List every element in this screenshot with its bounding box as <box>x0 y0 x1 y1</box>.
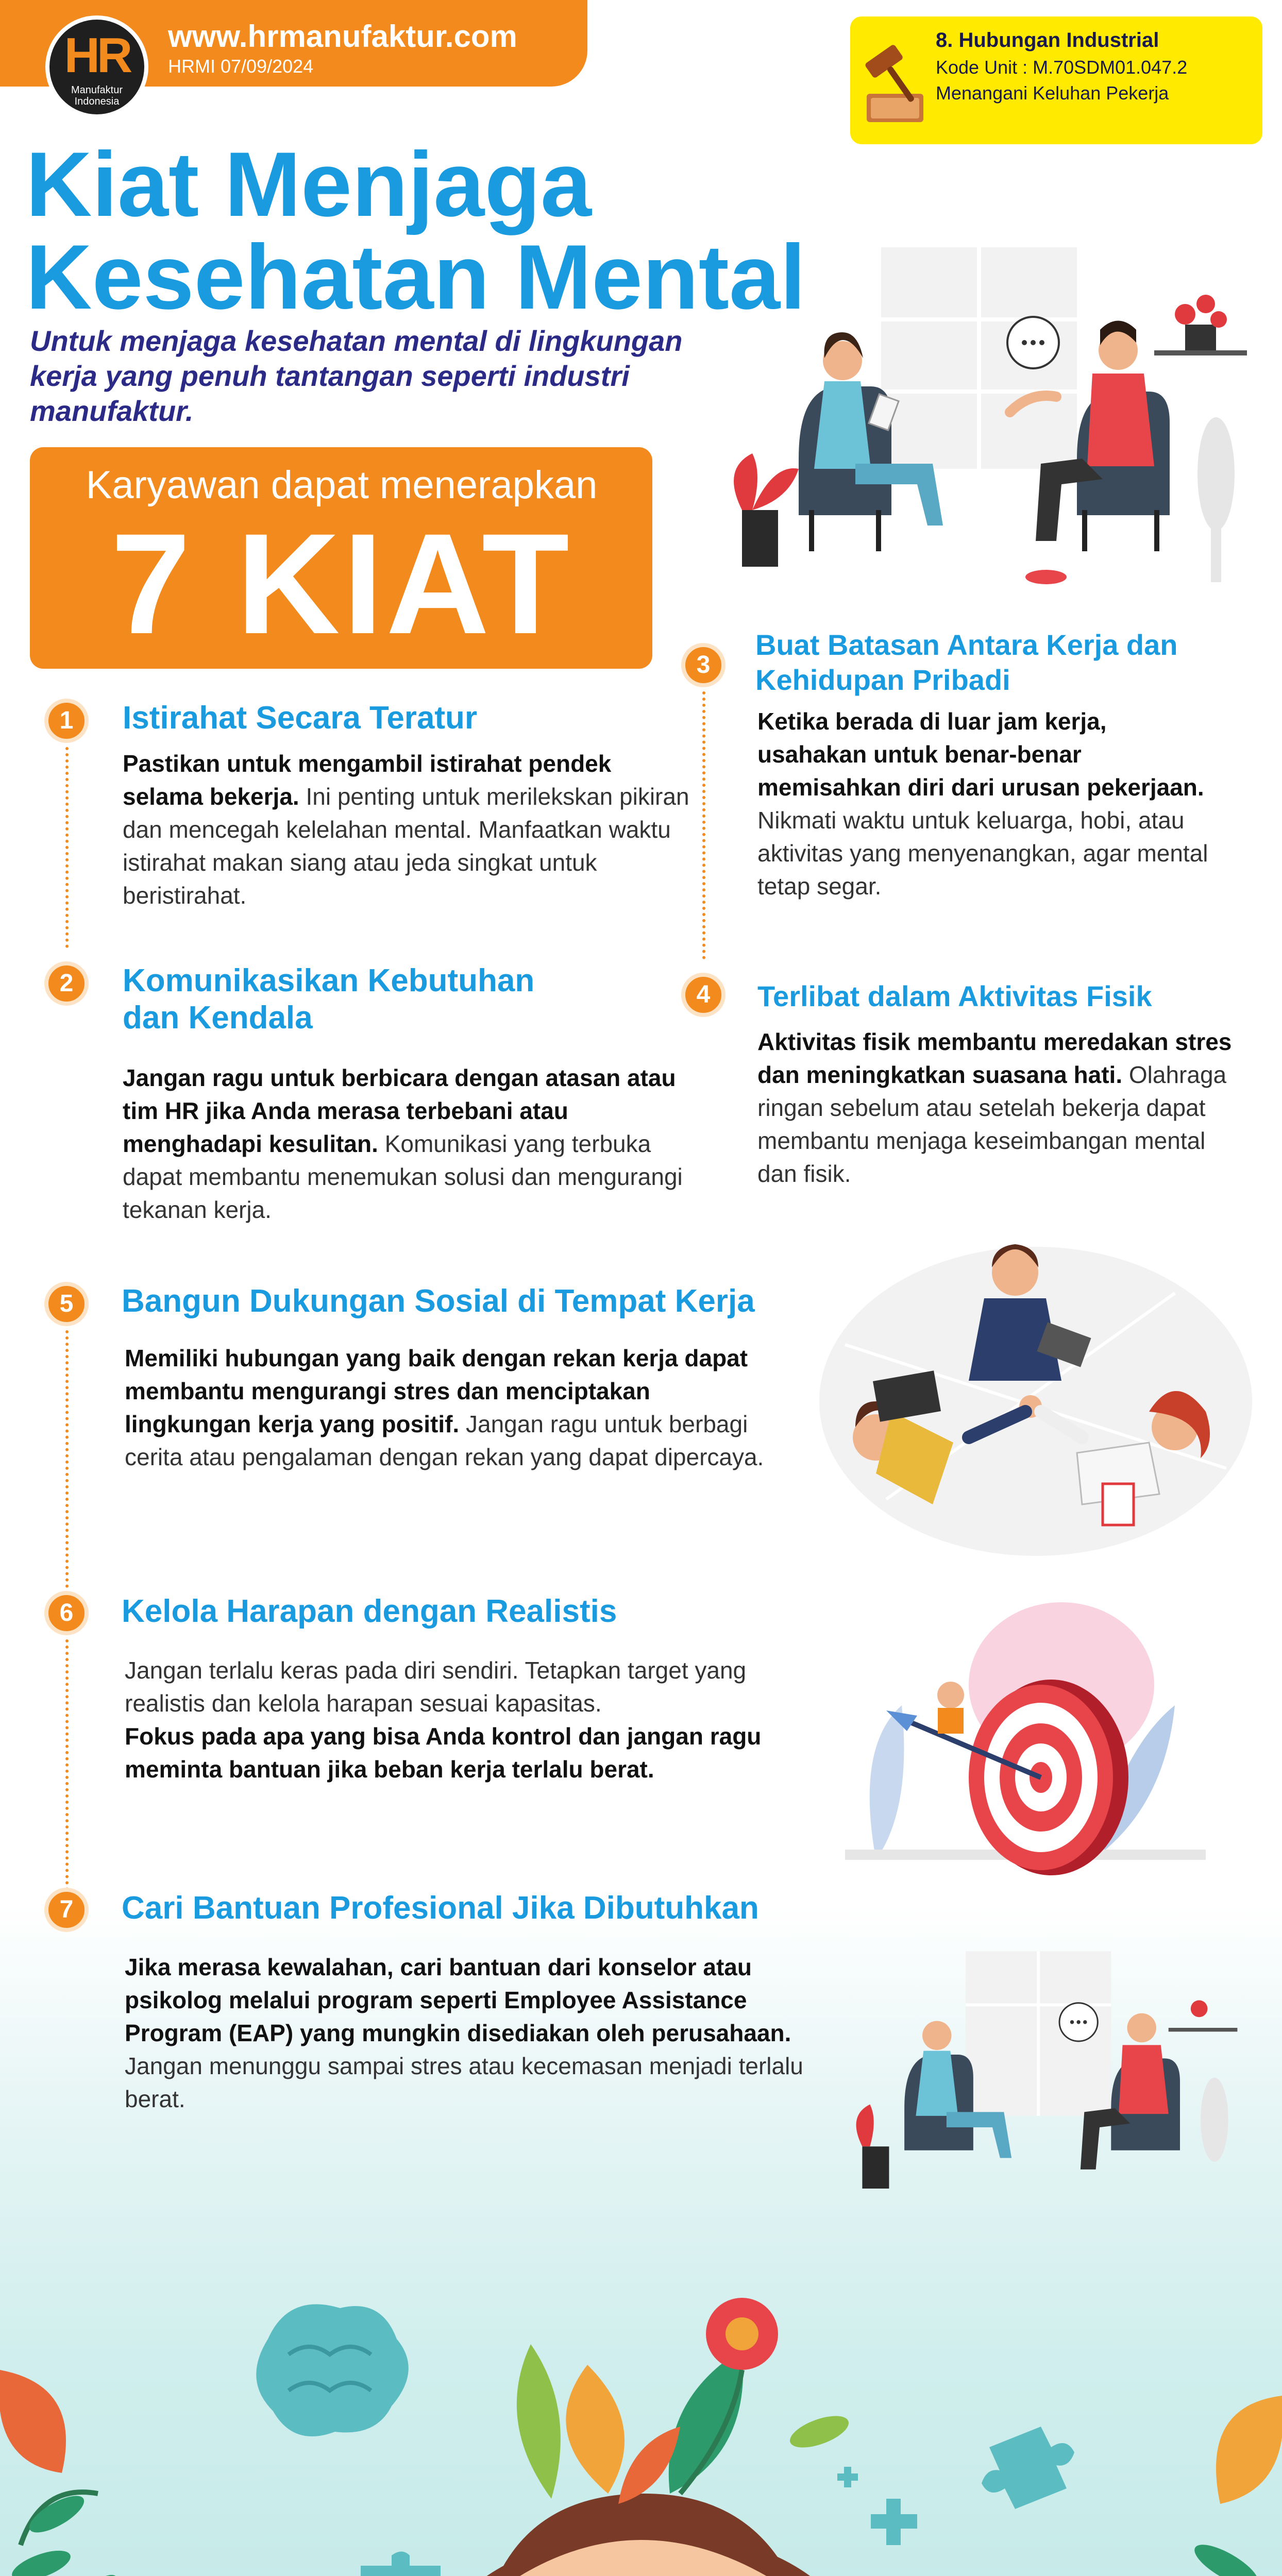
tip-connector <box>702 691 705 959</box>
tip-title-5: Bangun Dukungan Sosial di Tempat Kerja <box>122 1283 755 1319</box>
target-illustration <box>845 1592 1206 1891</box>
tip-number-4: 4 <box>681 973 726 1017</box>
tip-body-7-text: Jangan menunggu sampai stres atau kecemasan menjadi terlalu berat. <box>125 2053 803 2112</box>
logo-mark: HR <box>64 28 130 83</box>
tip-title-1: Istirahat Secara Teratur <box>123 700 478 736</box>
tip-title-3: Buat Batasan Antara Kerja dan Kehidupan Pribadi <box>755 629 1178 696</box>
tip-body-5-bold: Memiliki hubungan yang baik dengan rekan kerja dapat membantu mengurangi stres dan menciptakan lingkungan kerja yang positif. <box>125 1345 748 1437</box>
tip-number-6: 6 <box>44 1591 89 1635</box>
website-url[interactable]: www.hrmanufaktur.com <box>168 19 517 54</box>
tip-body-6-bold: Fokus pada apa yang bisa Anda kontrol dan jangan ragu meminta bantuan jika beban kerja terlalu berat. <box>125 1723 762 1783</box>
title-line-2: Kesehatan Mental <box>26 226 806 328</box>
tip-connector <box>65 747 69 948</box>
counseling-illustration-small <box>845 1947 1247 2215</box>
tip-title-7: Cari Bantuan Profesional Jika Dibutuhkan <box>122 1890 759 1926</box>
tip-body-4 <box>757 1025 1247 1190</box>
tip-body-4-bold: Aktivitas fisik membantu meredakan stres dan meningkatkan suasana hati. <box>757 1028 1232 1088</box>
tip-body-4-text: Olahraga ringan sebelum atau setelah bekerja dapat membantu menjaga keseimbangan mental dan fisik. <box>757 1061 1227 1187</box>
tip-body-3 <box>757 705 1211 903</box>
tip-body-3-text: Nikmati waktu untuk keluarga, hobi, atau aktivitas yang menyenangkan, agar mental tetap segar. <box>757 807 1208 900</box>
unit-description: Menangani Keluhan Pekerja <box>936 82 1169 104</box>
tip-number-5: 5 <box>44 1282 89 1326</box>
tip-number-7: 7 <box>44 1888 89 1932</box>
logo-subtitle: Manufaktur Indonesia <box>71 84 123 107</box>
publish-date: HRMI 07/09/2024 <box>168 56 314 77</box>
tip-body-2 <box>123 1061 695 1226</box>
unit-badge <box>850 16 1262 144</box>
tip-body-7-bold: Jika merasa kewalahan, cari bantuan dari konselor atau psikolog melalui program seperti Employee Assistance Program (EAP) yang mungkin disediakan oleh perusahaan. <box>125 1954 791 2046</box>
kiat-banner-subtitle: Karyawan dapat menerapkan <box>86 463 598 507</box>
tip-body-6 <box>125 1654 795 1786</box>
counseling-illustration <box>721 242 1257 603</box>
title-line-1: Kiat Menjaga <box>26 133 592 235</box>
tip-connector <box>65 1639 69 1897</box>
kiat-banner <box>30 447 652 669</box>
tip-body-2-text: Komunikasi yang terbuka dapat membantu menemukan solusi dan mengurangi tekanan kerja. <box>123 1130 683 1223</box>
calm-mind-illustration <box>0 2277 1282 2576</box>
unit-title: 8. Hubungan Industrial <box>936 29 1159 52</box>
tip-number-1: 1 <box>44 699 89 743</box>
tip-connector <box>65 1330 69 1588</box>
tip-body-2-bold: Jangan ragu untuk berbicara dengan atasan atau tim HR jika Anda merasa terbebani atau menghadapi kesulitan. <box>123 1064 676 1157</box>
tip-body-7 <box>125 1951 820 2115</box>
tip-body-5-text: Jangan ragu untuk berbagi cerita atau pengalaman dengan rekan yang dapat dipercaya. <box>125 1411 764 1470</box>
unit-code: Kode Unit : M.70SDM01.047.2 <box>936 57 1188 78</box>
logo <box>45 15 148 118</box>
tip-body-1 <box>123 747 695 912</box>
tip-body-1-bold: Pastikan untuk mengambil istirahat pendek selama bekerja. <box>123 750 612 810</box>
kiat-banner-count: 7 KIAT <box>111 503 572 664</box>
tip-number-3: 3 <box>681 643 726 687</box>
tip-body-6-lead: Jangan terlalu keras pada diri sendiri. Tetapkan target yang realistis dan kelola harapan sesuai kapasitas. <box>125 1657 747 1717</box>
tip-title-2: Komunikasikan Kebutuhan dan Kendala <box>123 963 535 1036</box>
tip-body-3-bold: Ketika berada di luar jam kerja, usahakan untuk benar-benar memisahkan diri dari urusan pekerjaan. <box>757 708 1204 801</box>
tip-body-1-text: Ini penting untuk merilekskan pikiran dan mencegah kelelahan mental. Manfaatkan waktu istirahat makan siang atau jeda singkat untuk beristirahat. <box>123 783 689 909</box>
tip-body-5 <box>125 1342 779 1473</box>
tip-title-4: Terlibat dalam Aktivitas Fisik <box>757 980 1152 1012</box>
gavel-icon <box>862 32 929 130</box>
tip-title-6: Kelola Harapan dengan Realistis <box>122 1594 617 1629</box>
teamwork-illustration <box>814 1242 1257 1561</box>
tip-number-2: 2 <box>44 961 89 1006</box>
page-subtitle: Untuk menjaga kesehatan mental di lingkungan kerja yang penuh tantangan seperti industri manufaktur. <box>30 325 683 427</box>
